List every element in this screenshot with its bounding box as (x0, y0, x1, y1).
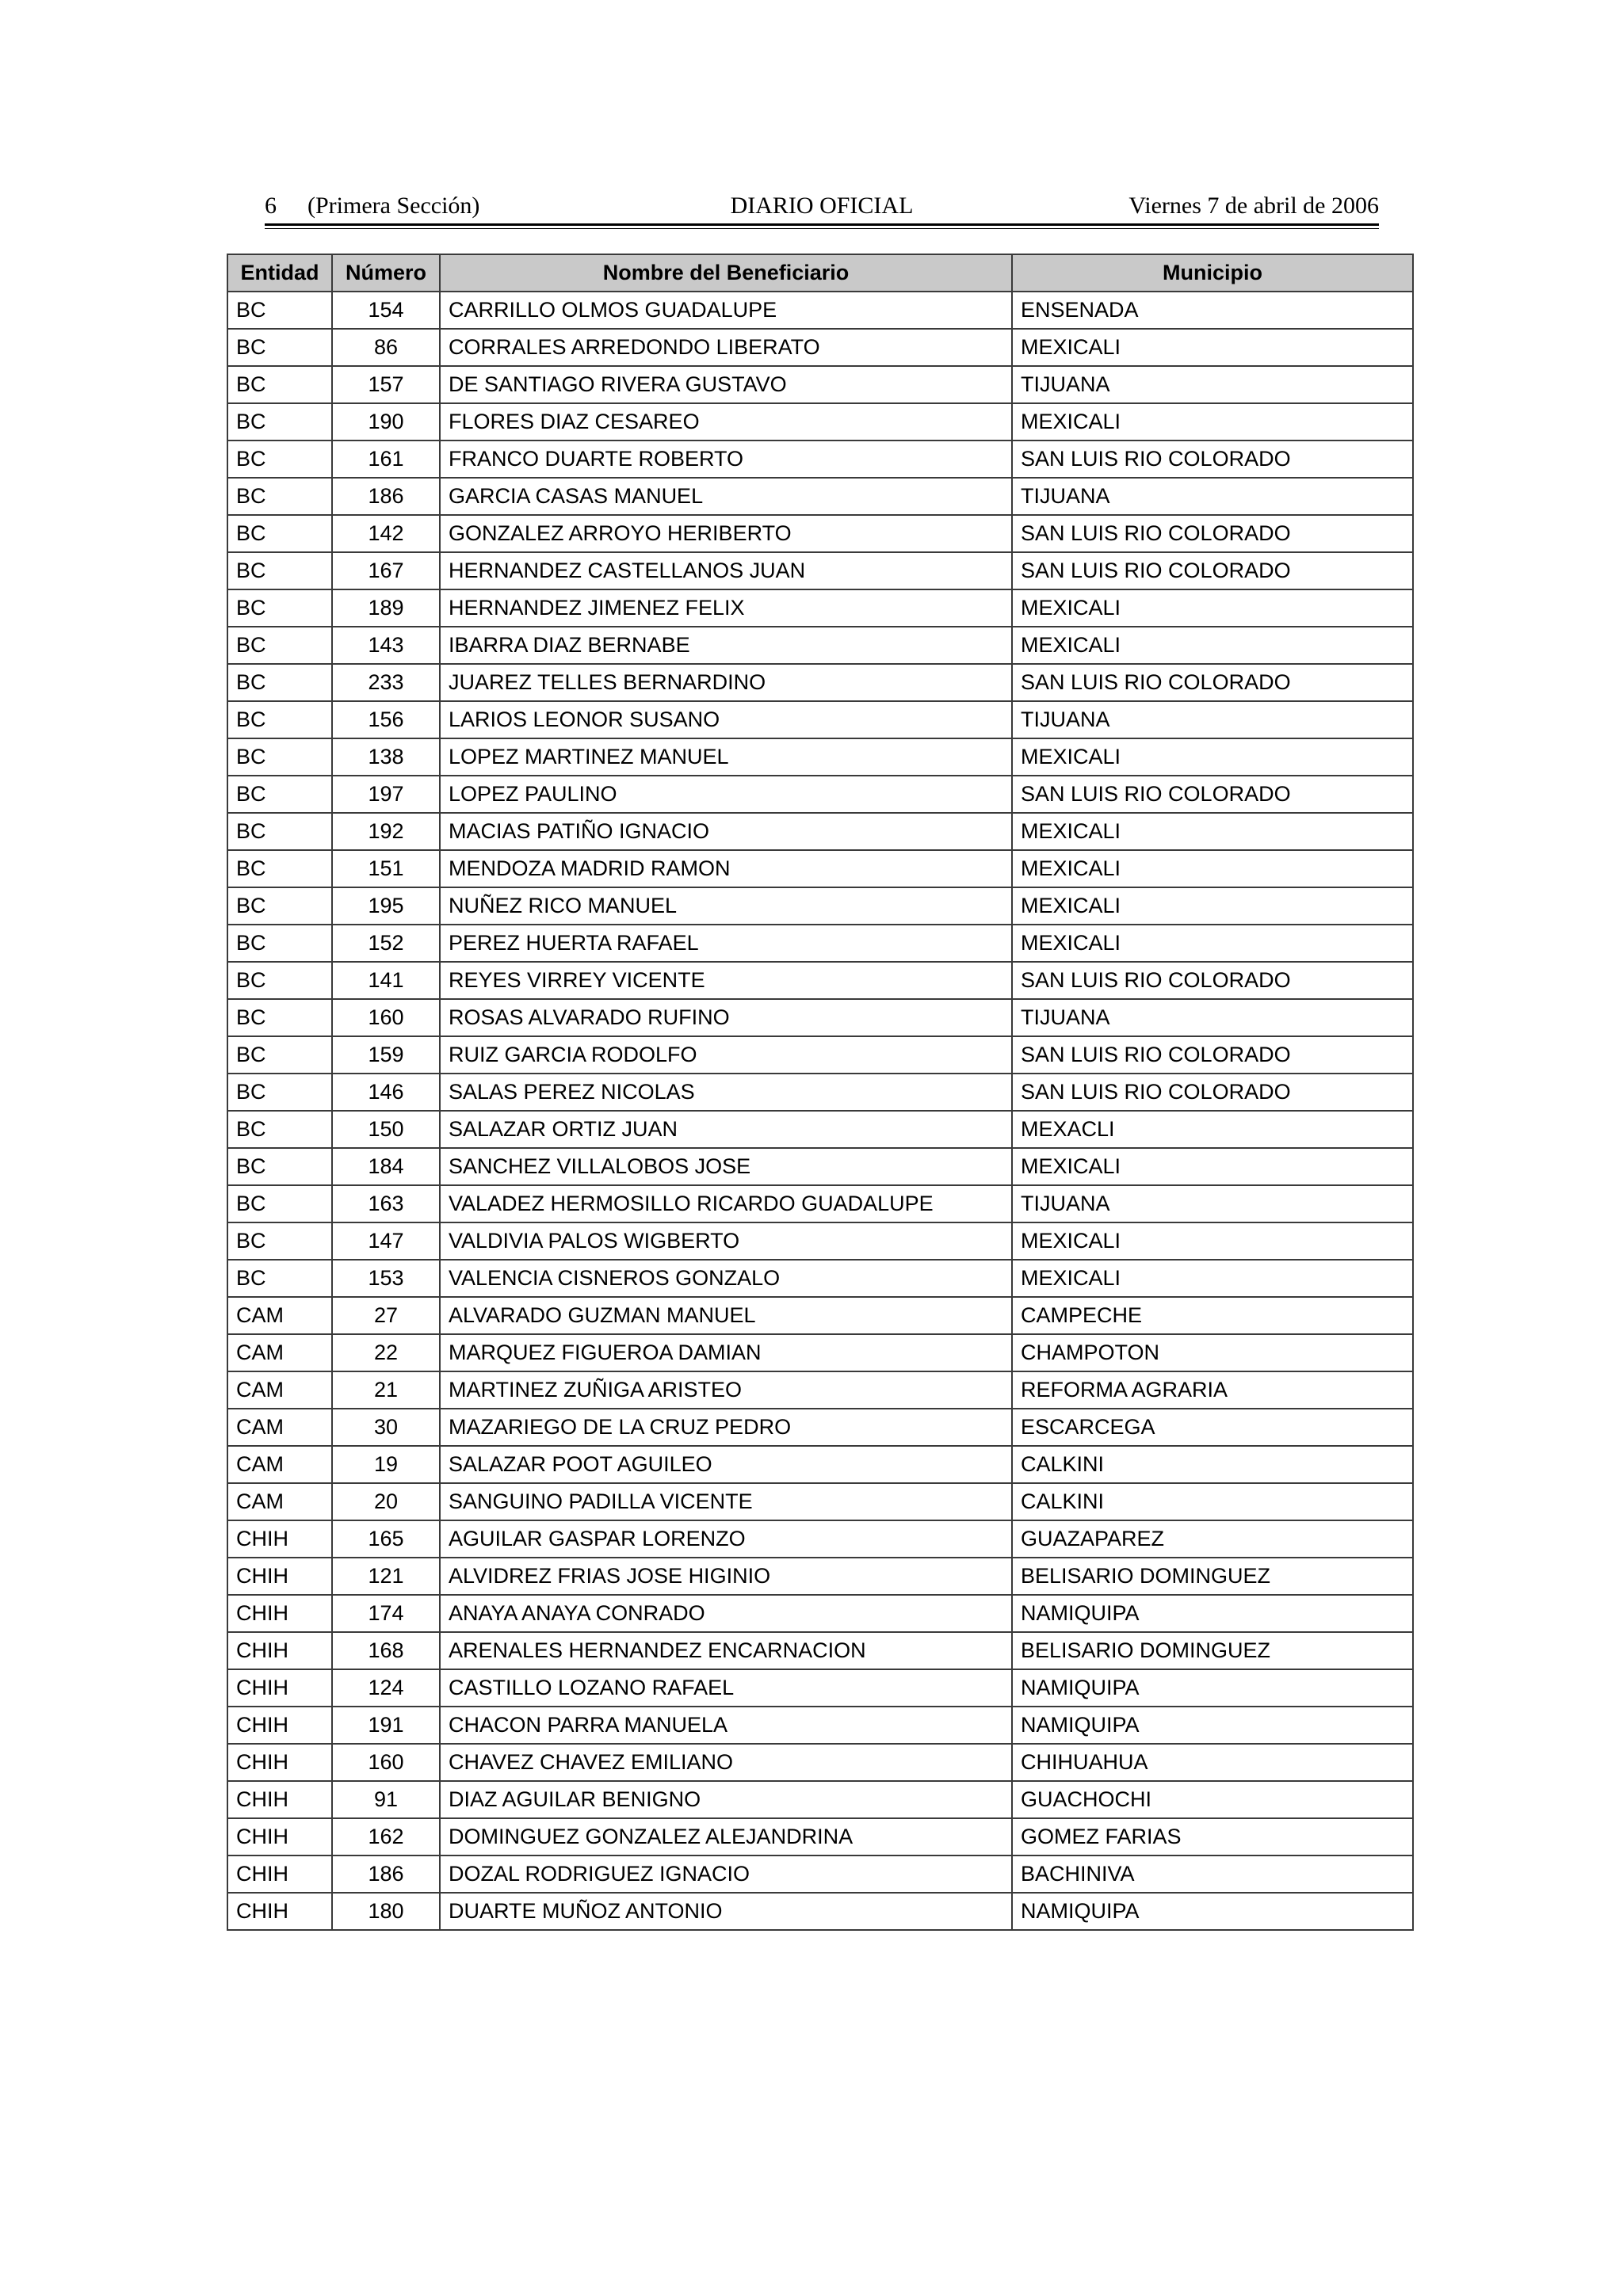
cell-entidad: CHIH (227, 1632, 332, 1669)
cell-nombre: CHACON PARRA MANUELA (440, 1707, 1012, 1744)
cell-entidad: CAM (227, 1483, 332, 1520)
cell-municipio: MEXICALI (1012, 738, 1413, 776)
cell-entidad: BC (227, 925, 332, 962)
cell-municipio: MEXICALI (1012, 925, 1413, 962)
cell-numero: 142 (332, 515, 440, 552)
table-row (227, 962, 1413, 999)
cell-nombre: DOZAL RODRIGUEZ IGNACIO (440, 1855, 1012, 1893)
cell-municipio: BELISARIO DOMINGUEZ (1012, 1632, 1413, 1669)
cell-nombre: GARCIA CASAS MANUEL (440, 478, 1012, 515)
cell-entidad: BC (227, 589, 332, 627)
cell-municipio: SAN LUIS RIO COLORADO (1012, 1036, 1413, 1074)
cell-numero: 160 (332, 999, 440, 1036)
cell-municipio: ESCARCEGA (1012, 1409, 1413, 1446)
publication-date: Viernes 7 de abril de 2006 (1128, 193, 1379, 219)
cell-numero: 190 (332, 403, 440, 441)
cell-nombre: RUIZ GARCIA RODOLFO (440, 1036, 1012, 1074)
cell-municipio: SAN LUIS RIO COLORADO (1012, 962, 1413, 999)
cell-nombre: DIAZ AGUILAR BENIGNO (440, 1781, 1012, 1818)
table-row (227, 403, 1413, 441)
cell-entidad: BC (227, 403, 332, 441)
cell-municipio: MEXICALI (1012, 813, 1413, 850)
cell-numero: 167 (332, 552, 440, 589)
cell-numero: 233 (332, 664, 440, 701)
cell-municipio: NAMIQUIPA (1012, 1595, 1413, 1632)
cell-numero: 152 (332, 925, 440, 962)
cell-numero: 151 (332, 850, 440, 887)
cell-nombre: AGUILAR GASPAR LORENZO (440, 1520, 1012, 1558)
cell-nombre: VALENCIA CISNEROS GONZALO (440, 1260, 1012, 1297)
cell-numero: 30 (332, 1409, 440, 1446)
cell-municipio: SAN LUIS RIO COLORADO (1012, 441, 1413, 478)
page-number: 6 (265, 193, 277, 219)
table-header-row (227, 254, 1413, 292)
cell-numero: 186 (332, 1855, 440, 1893)
cell-municipio: MEXICALI (1012, 403, 1413, 441)
cell-numero: 91 (332, 1781, 440, 1818)
cell-nombre: LARIOS LEONOR SUSANO (440, 701, 1012, 738)
cell-entidad: BC (227, 1036, 332, 1074)
cell-entidad: CHIH (227, 1707, 332, 1744)
cell-numero: 197 (332, 776, 440, 813)
cell-entidad: CHIH (227, 1558, 332, 1595)
table-row (227, 1222, 1413, 1260)
cell-numero: 174 (332, 1595, 440, 1632)
cell-nombre: DUARTE MUÑOZ ANTONIO (440, 1893, 1012, 1930)
cell-entidad: BC (227, 850, 332, 887)
cell-municipio: NAMIQUIPA (1012, 1669, 1413, 1707)
cell-numero: 121 (332, 1558, 440, 1595)
cell-nombre: ARENALES HERNANDEZ ENCARNACION (440, 1632, 1012, 1669)
cell-nombre: VALADEZ HERMOSILLO RICARDO GUADALUPE (440, 1185, 1012, 1222)
cell-numero: 161 (332, 441, 440, 478)
cell-nombre: NUÑEZ RICO MANUEL (440, 887, 1012, 925)
cell-municipio: REFORMA AGRARIA (1012, 1371, 1413, 1409)
table-row (227, 1818, 1413, 1855)
cell-nombre: ROSAS ALVARADO RUFINO (440, 999, 1012, 1036)
cell-entidad: BC (227, 776, 332, 813)
cell-entidad: BC (227, 999, 332, 1036)
cell-entidad: CHIH (227, 1744, 332, 1781)
cell-nombre: MACIAS PATIÑO IGNACIO (440, 813, 1012, 850)
cell-numero: 146 (332, 1074, 440, 1111)
cell-nombre: MARTINEZ ZUÑIGA ARISTEO (440, 1371, 1012, 1409)
cell-entidad: CHIH (227, 1781, 332, 1818)
cell-numero: 160 (332, 1744, 440, 1781)
table-row (227, 478, 1413, 515)
cell-nombre: CARRILLO OLMOS GUADALUPE (440, 292, 1012, 329)
cell-entidad: BC (227, 478, 332, 515)
cell-numero: 192 (332, 813, 440, 850)
cell-municipio: TIJUANA (1012, 999, 1413, 1036)
header-rule-thick (265, 223, 1379, 226)
cell-entidad: BC (227, 1222, 332, 1260)
table-row (227, 1036, 1413, 1074)
table-row (227, 887, 1413, 925)
cell-municipio: MEXICALI (1012, 850, 1413, 887)
beneficiaries-table (227, 254, 1414, 1931)
cell-entidad: CHIH (227, 1595, 332, 1632)
publication-title: DIARIO OFICIAL (730, 193, 914, 219)
cell-numero: 141 (332, 962, 440, 999)
cell-numero: 168 (332, 1632, 440, 1669)
cell-municipio: ENSENADA (1012, 292, 1413, 329)
cell-nombre: DOMINGUEZ GONZALEZ ALEJANDRINA (440, 1818, 1012, 1855)
cell-municipio: MEXICALI (1012, 1148, 1413, 1185)
cell-numero: 27 (332, 1297, 440, 1334)
table-row (227, 366, 1413, 403)
table-row (227, 552, 1413, 589)
cell-nombre: MARQUEZ FIGUEROA DAMIAN (440, 1334, 1012, 1371)
cell-nombre: VALDIVIA PALOS WIGBERTO (440, 1222, 1012, 1260)
cell-municipio: SAN LUIS RIO COLORADO (1012, 552, 1413, 589)
cell-nombre: CHAVEZ CHAVEZ EMILIANO (440, 1744, 1012, 1781)
cell-numero: 156 (332, 701, 440, 738)
cell-numero: 150 (332, 1111, 440, 1148)
cell-numero: 184 (332, 1148, 440, 1185)
cell-municipio: CALKINI (1012, 1446, 1413, 1483)
table-row (227, 850, 1413, 887)
cell-municipio: SAN LUIS RIO COLORADO (1012, 776, 1413, 813)
cell-nombre: ALVARADO GUZMAN MANUEL (440, 1297, 1012, 1334)
cell-entidad: CHIH (227, 1818, 332, 1855)
table-row (227, 1669, 1413, 1707)
table-row (227, 1446, 1413, 1483)
table-row (227, 1558, 1413, 1595)
cell-numero: 186 (332, 478, 440, 515)
table-row (227, 1781, 1413, 1818)
cell-numero: 147 (332, 1222, 440, 1260)
cell-entidad: BC (227, 738, 332, 776)
cell-nombre: CORRALES ARREDONDO LIBERATO (440, 329, 1012, 366)
cell-entidad: BC (227, 552, 332, 589)
cell-nombre: SALAZAR POOT AGUILEO (440, 1446, 1012, 1483)
table-row (227, 1371, 1413, 1409)
table-row (227, 813, 1413, 850)
cell-entidad: BC (227, 701, 332, 738)
table-row (227, 1334, 1413, 1371)
cell-nombre: FLORES DIAZ CESAREO (440, 403, 1012, 441)
table-row (227, 1111, 1413, 1148)
cell-municipio: CALKINI (1012, 1483, 1413, 1520)
table-row (227, 1148, 1413, 1185)
cell-municipio: MEXACLI (1012, 1111, 1413, 1148)
table-row (227, 999, 1413, 1036)
cell-municipio: CHIHUAHUA (1012, 1744, 1413, 1781)
cell-municipio: CHAMPOTON (1012, 1334, 1413, 1371)
cell-entidad: BC (227, 664, 332, 701)
cell-numero: 86 (332, 329, 440, 366)
column-header-entidad: Entidad (227, 254, 332, 292)
cell-entidad: CHIH (227, 1855, 332, 1893)
table-row (227, 1595, 1413, 1632)
cell-entidad: CHIH (227, 1669, 332, 1707)
table-row (227, 1297, 1413, 1334)
cell-nombre: LOPEZ PAULINO (440, 776, 1012, 813)
cell-numero: 157 (332, 366, 440, 403)
table-row (227, 1744, 1413, 1781)
cell-entidad: BC (227, 887, 332, 925)
cell-municipio: SAN LUIS RIO COLORADO (1012, 664, 1413, 701)
table-row (227, 515, 1413, 552)
cell-entidad: CAM (227, 1371, 332, 1409)
cell-entidad: BC (227, 1260, 332, 1297)
table-body (227, 292, 1413, 1930)
cell-numero: 163 (332, 1185, 440, 1222)
cell-entidad: BC (227, 627, 332, 664)
cell-numero: 138 (332, 738, 440, 776)
cell-entidad: BC (227, 292, 332, 329)
cell-nombre: SALAZAR ORTIZ JUAN (440, 1111, 1012, 1148)
cell-numero: 19 (332, 1446, 440, 1483)
table-row (227, 1855, 1413, 1893)
cell-numero: 180 (332, 1893, 440, 1930)
cell-nombre: PEREZ HUERTA RAFAEL (440, 925, 1012, 962)
cell-municipio: MEXICALI (1012, 329, 1413, 366)
cell-municipio: SAN LUIS RIO COLORADO (1012, 1074, 1413, 1111)
cell-municipio: CAMPECHE (1012, 1297, 1413, 1334)
table-row (227, 1260, 1413, 1297)
cell-municipio: TIJUANA (1012, 366, 1413, 403)
cell-nombre: REYES VIRREY VICENTE (440, 962, 1012, 999)
cell-municipio: MEXICALI (1012, 887, 1413, 925)
cell-municipio: BELISARIO DOMINGUEZ (1012, 1558, 1413, 1595)
cell-entidad: BC (227, 813, 332, 850)
table-row (227, 329, 1413, 366)
cell-entidad: BC (227, 1111, 332, 1148)
table-row (227, 1074, 1413, 1111)
cell-entidad: BC (227, 515, 332, 552)
cell-numero: 189 (332, 589, 440, 627)
cell-municipio: TIJUANA (1012, 478, 1413, 515)
table-row (227, 627, 1413, 664)
cell-nombre: HERNANDEZ CASTELLANOS JUAN (440, 552, 1012, 589)
cell-municipio: NAMIQUIPA (1012, 1893, 1413, 1930)
column-header-municipio: Municipio (1012, 254, 1413, 292)
table-row (227, 925, 1413, 962)
cell-numero: 124 (332, 1669, 440, 1707)
cell-municipio: GUACHOCHI (1012, 1781, 1413, 1818)
table-row (227, 1520, 1413, 1558)
cell-nombre: SANGUINO PADILLA VICENTE (440, 1483, 1012, 1520)
cell-entidad: BC (227, 329, 332, 366)
cell-municipio: MEXICALI (1012, 1222, 1413, 1260)
table-row (227, 776, 1413, 813)
cell-entidad: CAM (227, 1409, 332, 1446)
cell-entidad: BC (227, 366, 332, 403)
cell-numero: 143 (332, 627, 440, 664)
page-header (265, 189, 1379, 223)
cell-numero: 162 (332, 1818, 440, 1855)
cell-nombre: SANCHEZ VILLALOBOS JOSE (440, 1148, 1012, 1185)
cell-nombre: JUAREZ TELLES BERNARDINO (440, 664, 1012, 701)
cell-municipio: SAN LUIS RIO COLORADO (1012, 515, 1413, 552)
cell-nombre: ANAYA ANAYA CONRADO (440, 1595, 1012, 1632)
cell-nombre: GONZALEZ ARROYO HERIBERTO (440, 515, 1012, 552)
cell-nombre: ALVIDREZ FRIAS JOSE HIGINIO (440, 1558, 1012, 1595)
cell-entidad: BC (227, 1185, 332, 1222)
cell-nombre: MENDOZA MADRID RAMON (440, 850, 1012, 887)
cell-municipio: TIJUANA (1012, 1185, 1413, 1222)
table-row (227, 701, 1413, 738)
cell-numero: 159 (332, 1036, 440, 1074)
column-header-numero: Número (332, 254, 440, 292)
cell-nombre: LOPEZ MARTINEZ MANUEL (440, 738, 1012, 776)
cell-nombre: DE SANTIAGO RIVERA GUSTAVO (440, 366, 1012, 403)
table-row (227, 1409, 1413, 1446)
cell-municipio: BACHINIVA (1012, 1855, 1413, 1893)
cell-entidad: BC (227, 1148, 332, 1185)
cell-municipio: GOMEZ FARIAS (1012, 1818, 1413, 1855)
section-label: (Primera Sección) (307, 193, 480, 219)
cell-nombre: FRANCO DUARTE ROBERTO (440, 441, 1012, 478)
cell-numero: 195 (332, 887, 440, 925)
cell-numero: 22 (332, 1334, 440, 1371)
header-rule-thin (265, 228, 1379, 229)
cell-municipio: MEXICALI (1012, 627, 1413, 664)
cell-entidad: CAM (227, 1446, 332, 1483)
cell-municipio: GUAZAPAREZ (1012, 1520, 1413, 1558)
cell-entidad: BC (227, 962, 332, 999)
table-row (227, 1632, 1413, 1669)
cell-municipio: TIJUANA (1012, 701, 1413, 738)
cell-numero: 191 (332, 1707, 440, 1744)
table-row (227, 1185, 1413, 1222)
cell-municipio: NAMIQUIPA (1012, 1707, 1413, 1744)
cell-numero: 21 (332, 1371, 440, 1409)
table-row (227, 664, 1413, 701)
cell-entidad: CHIH (227, 1520, 332, 1558)
cell-nombre: SALAS PEREZ NICOLAS (440, 1074, 1012, 1111)
table-row (227, 292, 1413, 329)
table-row (227, 1893, 1413, 1930)
cell-nombre: CASTILLO LOZANO RAFAEL (440, 1669, 1012, 1707)
cell-numero: 154 (332, 292, 440, 329)
cell-numero: 20 (332, 1483, 440, 1520)
cell-numero: 165 (332, 1520, 440, 1558)
table-row (227, 589, 1413, 627)
table-row (227, 441, 1413, 478)
table-row (227, 1483, 1413, 1520)
cell-nombre: MAZARIEGO DE LA CRUZ PEDRO (440, 1409, 1012, 1446)
cell-nombre: IBARRA DIAZ BERNABE (440, 627, 1012, 664)
cell-municipio: MEXICALI (1012, 589, 1413, 627)
table-row (227, 738, 1413, 776)
cell-entidad: CHIH (227, 1893, 332, 1930)
cell-municipio: MEXICALI (1012, 1260, 1413, 1297)
cell-nombre: HERNANDEZ JIMENEZ FELIX (440, 589, 1012, 627)
cell-entidad: CAM (227, 1334, 332, 1371)
cell-numero: 153 (332, 1260, 440, 1297)
table-row (227, 1707, 1413, 1744)
column-header-nombre: Nombre del Beneficiario (440, 254, 1012, 292)
cell-entidad: CAM (227, 1297, 332, 1334)
cell-entidad: BC (227, 441, 332, 478)
cell-entidad: BC (227, 1074, 332, 1111)
